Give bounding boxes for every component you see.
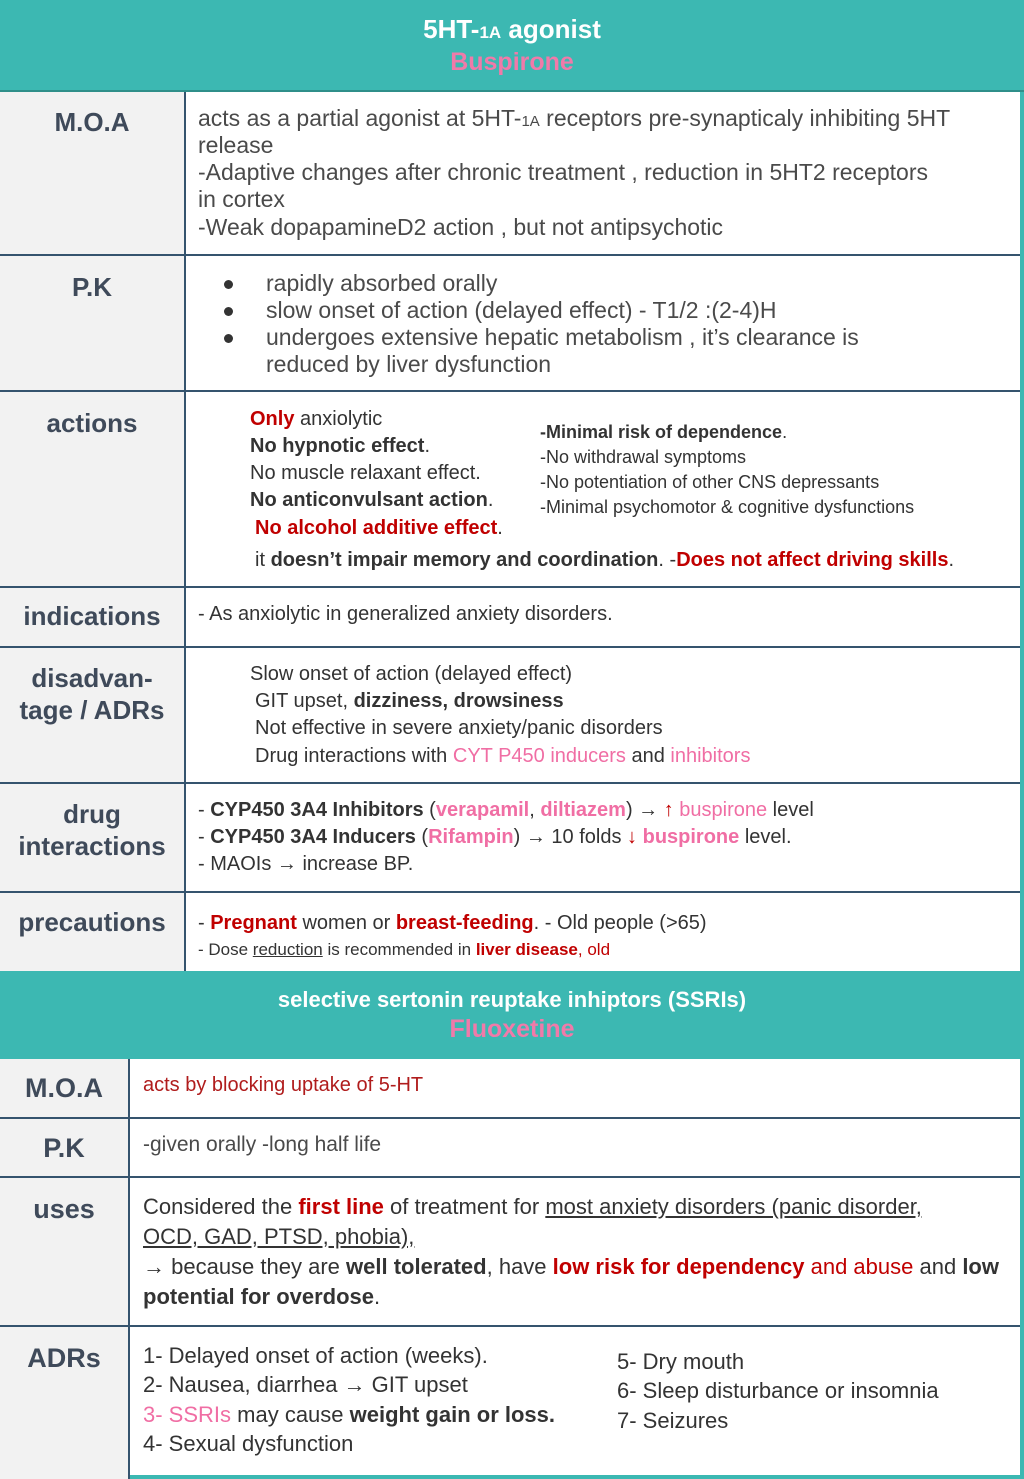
actions-line-4: No anticonvulsant action. [250, 489, 494, 511]
arrow-up-icon: ↑ [663, 799, 674, 821]
adrs-row [0, 648, 1022, 784]
pk-label: P.K [0, 256, 186, 390]
ssri-uses-line-1: Considered the first line of treatment for most anxiety disorders (panic disorder, [143, 1194, 922, 1219]
ssri-moa-label: M.O.A [0, 1059, 130, 1117]
actions-line-5: No alcohol additive effect. [255, 517, 503, 539]
ssri-adrs-right-2: 6- Sleep disturbance or insomnia [617, 1378, 939, 1403]
actions-line-2: No hypnotic effect. [250, 435, 431, 457]
interactions-label: drug interactions [0, 784, 186, 891]
bullet-icon [224, 307, 233, 316]
adrs-label: disadvan- tage / ADRs [0, 648, 186, 782]
arrow-down-icon: ↓ [627, 826, 638, 848]
pk-item-1: rapidly absorbed orally [266, 270, 498, 296]
ssri-uses-line-2: OCD, GAD, PTSD, phobia), [143, 1224, 415, 1249]
ssri-adrs-right-3: 7- Seizures [617, 1408, 729, 1433]
actions-label: actions [0, 392, 186, 586]
moa-line-1: acts as a partial agonist at 5HT-1A receptors pre-synapticaly inhibiting 5HT [198, 105, 951, 131]
section1-title: 5HT-1A agonist [423, 14, 601, 44]
moa-line-5: -Weak dopapamineD2 action , but not antipsychotic [198, 214, 724, 240]
section1-header [0, 0, 1024, 92]
actions-line-1: Only anxiolytic [250, 408, 383, 430]
precautions-line-2: - Dose reduction is recommended in liver disease, old [198, 940, 611, 959]
ssri-uses-label: uses [0, 1178, 130, 1325]
interactions-line-1: - CYP450 3A4 Inhibitors (verapamil, diltiazem) → ↑ buspirone level [198, 799, 814, 821]
ssri-adrs-label: ADRs [0, 1327, 130, 1479]
bullet-icon [224, 334, 233, 343]
ssri-uses-row [0, 1178, 1022, 1327]
bullet-icon [224, 280, 233, 289]
precautions-line-1: - Pregnant women or breast-feeding. - Old people (>65) [198, 912, 707, 934]
ssri-pk-text: -given orally -long half life [143, 1133, 382, 1156]
actions-right-2: -No withdrawal symptoms [540, 447, 747, 467]
indications-text: - As anxiolytic in generalized anxiety disorders. [198, 603, 613, 625]
adrs-line-2: GIT upset, dizziness, drowsiness [255, 690, 564, 712]
actions-line-6: it doesn’t impair memory and coordination. -Does not affect driving skills. [255, 549, 955, 571]
actions-right-4: -Minimal psychomotor & cognitive dysfunctions [540, 497, 915, 517]
indications-row [0, 588, 1022, 648]
moa-line-4: in cortex [198, 186, 285, 212]
pk-item-2: slow onset of action (delayed effect) - T1/2 :(2-4)H [266, 297, 777, 323]
ssri-adrs-line-3: 3- SSRIs may cause weight gain or loss. [143, 1402, 555, 1427]
moa-label: M.O.A [0, 92, 186, 254]
section1-drug-name: Buspirone [450, 48, 574, 76]
bottom-border [130, 1475, 1024, 1479]
precautions-row [0, 893, 1022, 971]
ssri-adrs-line-1: 1- Delayed onset of action (weeks). [143, 1343, 488, 1368]
moa-row [0, 92, 1022, 256]
ssri-pk-label: P.K [0, 1119, 130, 1176]
interactions-line-3: - MAOIs → increase BP. [198, 853, 414, 875]
actions-row [0, 392, 1022, 588]
actions-right-3: -No potentiation of other CNS depressants [540, 472, 880, 492]
ssri-adrs-line-2: 2- Nausea, diarrhea → GIT upset [143, 1372, 468, 1397]
ssri-moa-row [0, 1059, 1022, 1119]
moa-line-2: release [198, 132, 274, 158]
adrs-line-3: Not effective in severe anxiety/panic disorders [255, 717, 663, 739]
indications-label: indications [0, 588, 186, 646]
interactions-row [0, 784, 1022, 893]
section2-title: selective sertonin reuptake inhiptors (SSRIs) [277, 987, 747, 1012]
section2-drug-name: Fluoxetine [449, 1015, 575, 1043]
adrs-line-1: Slow onset of action (delayed effect) [250, 663, 573, 685]
ssri-uses-line-3: → because they are well tolerated, have low risk for dependency and abuse and low [143, 1254, 999, 1279]
pk-item-3: undergoes extensive hepatic metabolism , it’s clearance is [266, 324, 859, 350]
actions-line-3: No muscle relaxant effect. [250, 462, 481, 484]
actions-right-1: -Minimal risk of dependence. [540, 422, 788, 442]
ssri-adrs-right-1: 5- Dry mouth [617, 1349, 745, 1374]
precautions-label: precautions [0, 893, 186, 971]
pk-row [0, 256, 1022, 392]
ssri-moa-text: acts by blocking uptake of 5-HT [143, 1074, 424, 1096]
ssri-adrs-line-4: 4- Sexual dysfunction [143, 1431, 354, 1456]
right-border [1020, 92, 1024, 1479]
ssri-pk-row [0, 1119, 1022, 1178]
ssri-uses-line-4: potential for overdose. [143, 1284, 381, 1309]
pk-item-3-cont: reduced by liver dysfunction [266, 351, 552, 377]
interactions-line-2: - CYP450 3A4 Inducers (Rifampin) → 10 folds ↓ buspirone level. [198, 826, 792, 848]
ssri-adrs-row [0, 1327, 1022, 1479]
section2-header [0, 971, 1024, 1059]
moa-line-3: -Adaptive changes after chronic treatment , reduction in 5HT2 receptors [198, 159, 928, 185]
adrs-line-4: Drug interactions with CYT P450 inducers and inhibitors [255, 745, 751, 767]
